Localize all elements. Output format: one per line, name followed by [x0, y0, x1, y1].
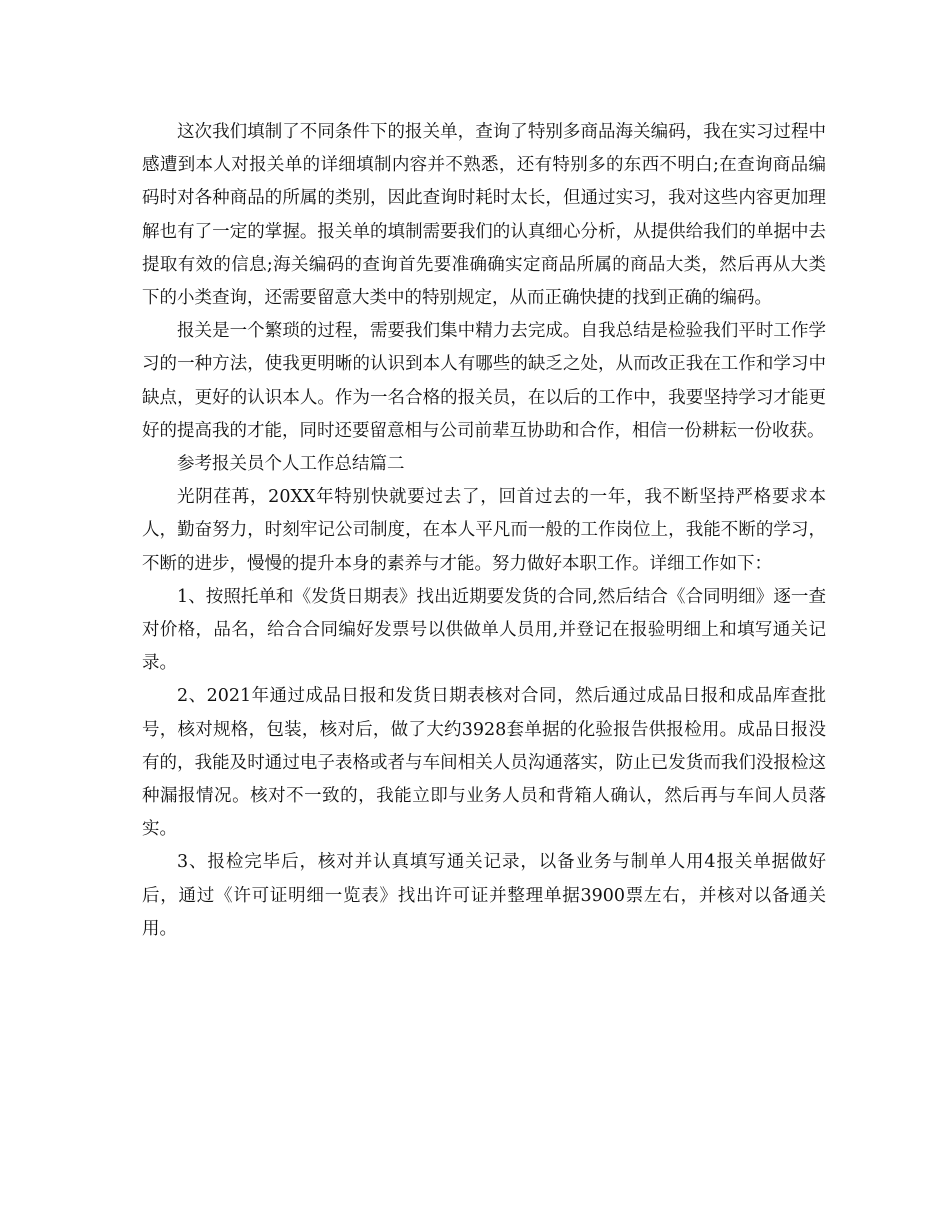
- list-item: 1、按照托单和《发货日期表》找出近期要发货的合同,然后结合《合同明细》逐一查对价格，品名，给合合同编好发票号以供做单人员用,并登记在报验明细上和填写通关记录。: [142, 586, 826, 674]
- document-page: [142, 116, 826, 946]
- section-heading: 参考报关员个人工作总结篇二: [177, 454, 405, 475]
- body-paragraph: 光阴荏苒，20XX年特别快就要过去了，回首过去的一年，我不断坚持严格要求本人，勤奋努力，时刻牢记公司制度，在本人平凡而一般的工作岗位上，我能不断的学习，不断的进步，慢慢的提升本身的素养与才能。努力做好本职工作。详细工作如下：: [142, 487, 826, 574]
- list-item: 2、2021年通过成品日报和发货日期表核对合同，然后通过成品日报和成品库查批号，核对规格，包装，核对后，做了大约3928套单据的化验报告供报检用。成品日报没有的，我能及时通过电子表格或者与车间相关人员沟通落实，防止已发货而我们没报检这种漏报情况。核对不一致的，我能立即与业务人员和背箱人确认，然后再与车间人员落实。: [142, 686, 826, 840]
- list-item: 3、报检完毕后，核对并认真填写通关记录，以备业务与制单人用4报关单据做好后，通过《许可证明细一览表》找出许可证并整理单据3900票左右，并核对以备通关用。: [142, 852, 826, 939]
- body-paragraph: 报关是一个繁琐的过程，需要我们集中精力去完成。自我总结是检验我们平时工作学习的一种方法，使我更明晰的认识到本人有哪些的缺乏之处，从而改正我在工作和学习中缺点，更好的认识本人。作为一名合格的报关员，在以后的工作中，我要坚持学习才能更好的提高我的才能，同时还要留意相与公司前辈互协助和合作，相信一份耕耘一份收获。: [142, 321, 826, 441]
- body-paragraph: 这次我们填制了不同条件下的报关单，查询了特别多商品海关编码，我在实习过程中感遭到本人对报关单的详细填制内容并不熟悉，还有特别多的东西不明白;在查询商品编码时对各种商品的所属的类别，因此查询时耗时太长，但通过实习，我对这些内容更加理解也有了一定的掌握。报关单的填制需要我们的认真细心分析，从提供给我们的单据中去提取有效的信息;海关编码的查询首先要准确确实定商品所属的商品大类，然后再从大类下的小类查询，还需要留意大类中的特别规定，从而正确快捷的找到正确的编码。: [142, 122, 826, 309]
